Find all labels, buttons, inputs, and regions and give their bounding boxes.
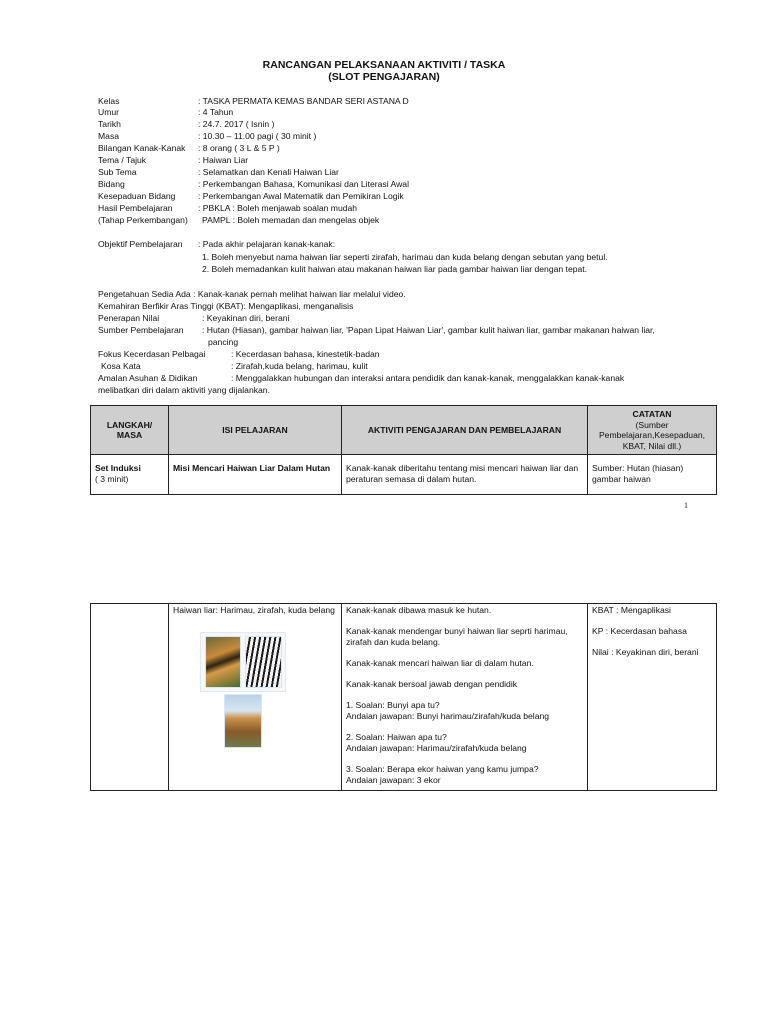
cell-isi bbox=[169, 604, 342, 791]
info-value-tarikh: : 24.7. 2017 ( Isnin ) bbox=[198, 119, 275, 129]
info-value-tema: : Haiwan Liar bbox=[198, 155, 249, 165]
tiger-photo bbox=[205, 636, 241, 688]
lesson-table-continued bbox=[90, 603, 717, 791]
info-label-bilangan: Bilangan Kanak-Kanak bbox=[98, 143, 186, 153]
header-aktiviti: AKTIVITI PENGAJARAN DAN PEMBELAJARAN bbox=[342, 406, 588, 455]
table-row bbox=[91, 604, 717, 791]
aktiviti-question: 3. Soalan: Berapa ekor haiwan yang kamu jumpa? Andaian jawapan: 3 ekor bbox=[346, 763, 539, 785]
info-value-hasil: : PBKLA : Boleh menjawab soalan mudah bbox=[198, 203, 358, 213]
info-value-masa: : 10.30 – 11.00 pagi ( 30 minit ) bbox=[198, 131, 317, 141]
giraffe-photo bbox=[224, 694, 262, 748]
cell-aktiviti bbox=[342, 604, 588, 791]
langkah-time: ( 3 minit) bbox=[95, 473, 129, 484]
catatan-item: Nilai : Keyakinan diri, berani bbox=[592, 647, 699, 658]
fokus-value: : Kecerdasan bahasa, kinestetik-badan bbox=[231, 349, 380, 359]
info-value-bidang: : Perkembangan Bahasa, Komunikasi dan Literasi Awal bbox=[198, 179, 409, 189]
table-row bbox=[91, 455, 717, 495]
info-value-tahap: PAMPL : Boleh memadan dan mengelas objek bbox=[202, 215, 380, 225]
aktiviti-question: 2. Soalan: Haiwan apa tu? Andaian jawapan: Harimau/zirafah/kuda belang bbox=[346, 732, 527, 753]
objektif-label: Objektif Pembelajaran bbox=[98, 239, 183, 249]
info-value-kelas: : TASKA PERMATA KEMAS BANDAR SERI ASTANA D bbox=[198, 96, 409, 106]
sumber-label: Sumber Pembelajaran bbox=[98, 325, 184, 335]
info-label-masa: Masa bbox=[98, 131, 120, 141]
objektif-item: 2. Boleh memadankan kulit haiwan atau makanan haiwan liar pada gambar haiwan liar dengan tepat. bbox=[202, 264, 588, 274]
aktiviti-step: Kanak-kanak bersoal jawab dengan pendidik bbox=[346, 679, 518, 690]
kbat-line: Kemahiran Berfikir Aras Tinggi (KBAT): Mengaplikasi, menganalisis bbox=[98, 301, 354, 311]
document-subtitle: (SLOT PENGAJARAN) bbox=[328, 71, 440, 83]
sumber-value-cont: pancing bbox=[208, 337, 239, 347]
header-langkah: LANGKAH/ MASA bbox=[91, 406, 169, 455]
cell-catatan bbox=[588, 604, 717, 791]
aktiviti-step: Kanak-kanak dibawa masuk ke hutan. bbox=[346, 605, 492, 615]
nilai-label: Penerapan Nilai bbox=[98, 313, 160, 323]
langkah-title: Set Induksi bbox=[95, 463, 141, 474]
amalan-label: Amalan Asuhan & Didikan bbox=[98, 373, 198, 383]
fokus-label: Fokus Kecerdasan Pelbagai bbox=[98, 349, 206, 359]
catatan-item: KP : Kecerdasan bahasa bbox=[592, 626, 687, 637]
nilai-value: : Keyakinan diri, berani bbox=[202, 313, 290, 323]
info-value-kesepaduan: : Perkembangan Awal Matematik dan Pemikiran Logik bbox=[198, 191, 404, 201]
info-value-bilangan: : 8 orang ( 3 L & 5 P ) bbox=[198, 143, 280, 153]
info-label-bidang: Bidang bbox=[98, 179, 125, 189]
kosa-kata-label: Kosa Kata bbox=[101, 361, 141, 371]
info-label-subtema: Sub Tema bbox=[98, 167, 137, 177]
cell-aktiviti: Kanak-kanak diberitahu tentang misi mencari haiwan liar dan peraturan semasa di dalam hutan. bbox=[342, 455, 588, 495]
catatan-item: KBAT : Mengaplikasi bbox=[592, 605, 671, 615]
cell-langkah-empty bbox=[91, 604, 169, 791]
objektif-item: 1. Boleh menyebut nama haiwan liar seperti zirafah, harimau dan kuda belang dengan sebutan yang betul. bbox=[202, 252, 608, 262]
amalan-value: : Menggalakkan hubungan dan interaksi antara pendidik dan kanak-kanak, menggalakkan kanak-kanak bbox=[231, 373, 625, 383]
lesson-table bbox=[90, 405, 717, 495]
info-value-subtema: : Selamatkan dan Kenali Haiwan Liar bbox=[198, 167, 339, 177]
info-label-tema: Tema / Tajuk bbox=[98, 155, 147, 165]
sumber-value: : Hutan (Hiasan), gambar haiwan liar, 'Papan Lipat Haiwan Liar', gambar kulit haiwan liar, gambar makanan haiwan liar, bbox=[202, 325, 655, 335]
info-label-kelas: Kelas bbox=[98, 96, 120, 106]
header-catatan-sub: (Sumber Pembelajaran,Kesepaduan, KBAT, Nilai dll.) bbox=[598, 419, 706, 451]
info-label-hasil: Hasil Pembelajaran bbox=[98, 203, 173, 213]
header-catatan-title: CATATAN bbox=[632, 409, 672, 419]
aktiviti-step: Kanak-kanak mencari haiwan liar di dalam hutan. bbox=[346, 657, 534, 668]
info-label-umur: Umur bbox=[98, 107, 120, 117]
info-value-umur: : 4 Tahun bbox=[198, 107, 234, 117]
document-title: RANCANGAN PELAKSANAAN AKTIVITI / TASKA bbox=[262, 59, 506, 71]
info-label-tahap: (Tahap Perkembangan) bbox=[98, 215, 188, 225]
cell-catatan: Sumber: Hutan (hiasan) gambar haiwan bbox=[588, 455, 717, 495]
cell-isi: Misi Mencari Haiwan Liar Dalam Hutan bbox=[169, 455, 342, 495]
aktiviti-question: 1. Soalan: Bunyi apa tu? Andaian jawapan: Bunyi harimau/zirafah/kuda belang bbox=[346, 700, 550, 721]
table-header-row bbox=[91, 406, 717, 455]
page-number: 1 bbox=[684, 501, 688, 510]
header-catatan bbox=[588, 406, 717, 455]
zebra-photo bbox=[245, 636, 282, 688]
isi-text: Haiwan liar: Harimau, zirafah, kuda belang bbox=[173, 605, 335, 615]
header-isi: ISI PELAJARAN bbox=[169, 406, 342, 455]
pengetahuan-sedia-ada: Pengetahuan Sedia Ada : Kanak-kanak pernah melihat haiwan liar melalui video. bbox=[98, 289, 406, 299]
cell-langkah bbox=[91, 455, 169, 495]
info-label-tarikh: Tarikh bbox=[98, 119, 121, 129]
objektif-intro: : Pada akhir pelajaran kanak-kanak: bbox=[198, 239, 336, 249]
info-label-kesepaduan: Kesepaduan Bidang bbox=[98, 191, 176, 201]
aktiviti-step: Kanak-kanak mendengar bunyi haiwan liar seprti harimau, zirafah dan kuda belang. bbox=[346, 626, 568, 647]
amalan-value-cont: melibatkan diri dalam aktiviti yang dijalankan. bbox=[98, 385, 270, 395]
kosa-kata-value: : Zirafah,kuda belang, harimau, kulit bbox=[231, 361, 368, 371]
